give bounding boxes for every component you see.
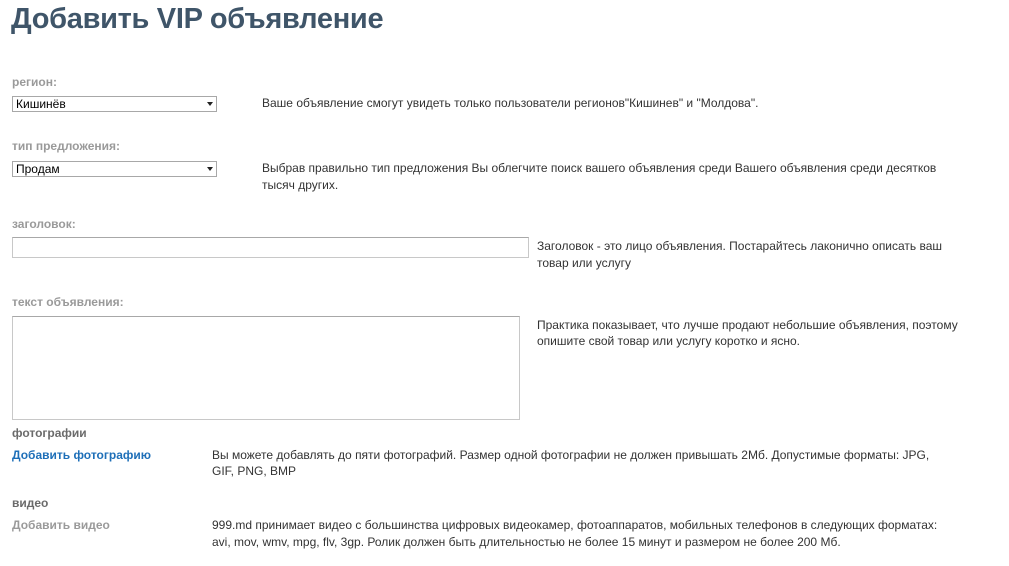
video-hint-line-2: avi, mov, wmv, mpg, flv, 3gp. Ролик должен быть длительностью не более 15 минут и размером не более 200 Мб. (212, 535, 841, 549)
region-hint: Ваше объявление смогут увидеть только пользователи регионов"Кишинев" и "Молдова". (262, 96, 759, 110)
page-title: Добавить VIP объявление (11, 3, 384, 35)
photos-hint-line-2: GIF, PNG, BMP (212, 464, 297, 478)
headline-label: заголовок: (12, 217, 76, 231)
add-video-link[interactable]: Добавить видео (12, 518, 110, 532)
region-select-value: Кишинёв (16, 97, 66, 111)
headline-input[interactable] (12, 237, 529, 258)
chevron-down-icon (207, 102, 213, 106)
ad-text-hint-line-1: Практика показывает, что лучше продают небольшие объявления, поэтому (537, 318, 958, 332)
add-photo-link[interactable]: Добавить фотографию (12, 448, 152, 462)
photos-label: фотографии (12, 426, 87, 440)
offer-type-select-value: Продам (16, 162, 60, 176)
offer-type-label: тип предложения: (12, 139, 120, 153)
ad-text-textarea[interactable] (12, 316, 520, 420)
region-select[interactable] (12, 96, 217, 112)
headline-hint-line-1: Заголовок - это лицо объявления. Постарайтесь лаконично описать ваш (537, 239, 943, 253)
ad-text-label: текст объявления: (12, 295, 124, 309)
offer-type-select[interactable] (12, 161, 217, 177)
offer-type-hint-line-1: Выбрав правильно тип предложения Вы облегчите поиск вашего объявления среди Вашего объявления среди десятков (262, 161, 937, 175)
video-label: видео (12, 496, 49, 510)
chevron-down-icon (207, 167, 213, 171)
offer-type-hint-line-2: тысяч других. (262, 178, 339, 192)
headline-hint-line-2: товар или услугу (537, 256, 631, 270)
photos-hint-line-1: Вы можете добавлять до пяти фотографий. Размер одной фотографии не должен привышать 2Мб. Допустимые форматы: JPG, (212, 448, 930, 462)
ad-text-hint-line-2: опишите свой товар или услугу коротко и ясно. (537, 334, 801, 348)
video-hint-line-1: 999.md принимает видео с большинства цифровых видеокамер, фотоаппаратов, мобильных телефонов в следующих форматах: (212, 518, 938, 532)
region-label: регион: (12, 75, 57, 89)
